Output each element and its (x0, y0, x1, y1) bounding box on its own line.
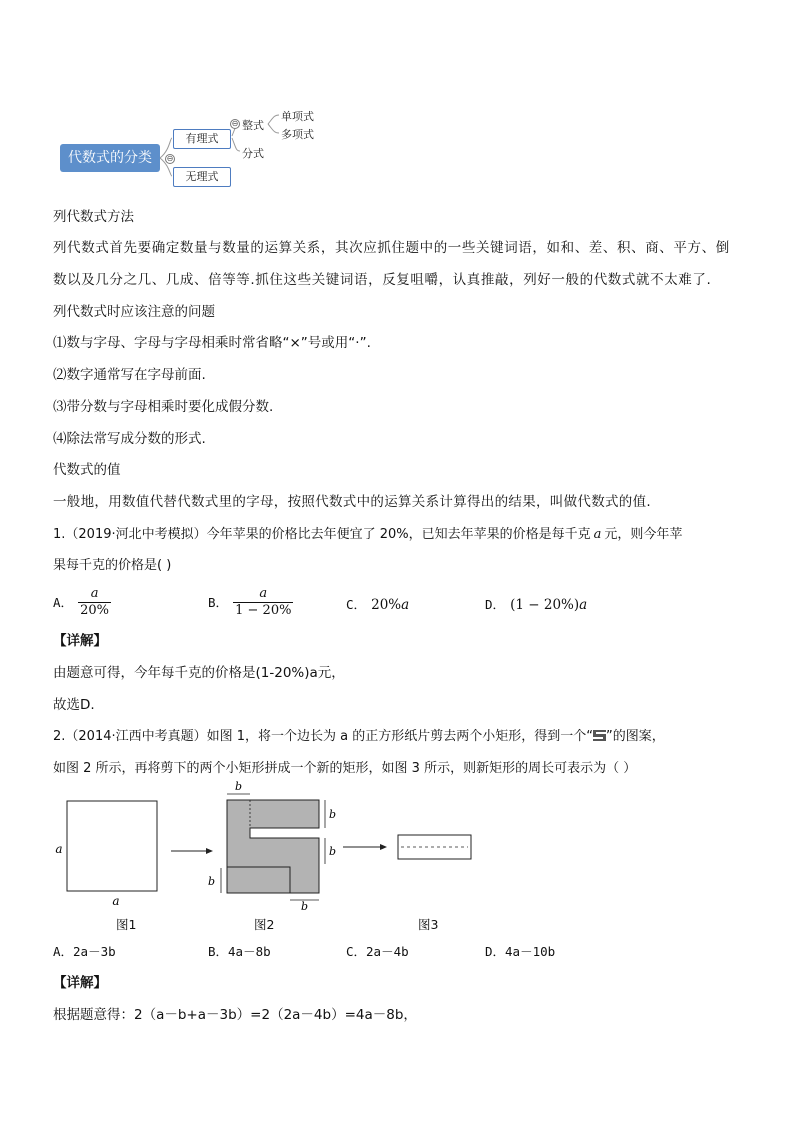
fraction-denominator: 1 − 20% (235, 603, 292, 618)
option-label: C． (346, 597, 367, 612)
fig1-caption: 图1 (116, 917, 137, 932)
fig1-side-label-left: a (55, 842, 63, 856)
q1-stem-text-end: 元，则今年苹 (604, 527, 683, 542)
fraction-numerator: a (90, 586, 99, 601)
note-item: ⑷除法常写成分数的形式. (53, 431, 206, 447)
methods-paragraph-line1: 列代数式首先要确定数量与数量的运算关系，其次应抓住题中的一些关键词语，如和、差、积、商、平方、倒 (53, 240, 730, 256)
section-heading-value: 代数式的值 (53, 462, 121, 478)
q2-option-b[interactable]: B．4a－8b (208, 944, 271, 959)
section-heading-notes: 列代数式时应该注意的问题 (53, 304, 215, 320)
q1-detail-line2: 故选D. (53, 697, 95, 713)
fig3-caption: 图3 (418, 917, 439, 932)
methods-paragraph-line2: 数以及几分之几、几成、倍等等.抓住这些关键词语，反复咀嚼，认真推敲，列好一般的代数式就不太难了. (53, 272, 712, 288)
fraction-numerator: a (259, 586, 268, 601)
q1-stem-variable: a (593, 527, 602, 542)
fig2-dim-label-bottom: b (301, 900, 309, 913)
q2-option-d[interactable]: D．4a－10b (485, 944, 556, 959)
q2-detail-line1: 根据题意得：2（a－b+a－3b）=2（2a－4b）=4a－8b， (53, 1007, 417, 1023)
q2-option-c[interactable]: C．2a－4b (346, 944, 409, 959)
q2-figures (45, 780, 485, 915)
note-item: ⑶带分数与字母相乘时要化成假分数. (53, 399, 274, 415)
option-label: B． (208, 595, 229, 610)
q1-option-c[interactable] (346, 594, 409, 613)
collapse-icon[interactable]: ⊖ (231, 119, 239, 128)
fig2-caption: 图2 (254, 917, 275, 932)
value-paragraph: 一般地，用数值代替代数式里的字母，按照代数式中的运算关系计算得出的结果，叫做代数式的值. (53, 494, 651, 510)
fig2-dim-label-right-mid: b (329, 845, 337, 858)
note-item: ⑵数字通常写在字母前面. (53, 367, 206, 383)
arrow-head (206, 848, 213, 854)
arrow-head (380, 844, 387, 850)
q2-stem-text-end: ”的图案， (606, 729, 665, 744)
q2-stem-line1 (53, 728, 665, 746)
fig2-dim-label-right-top: b (329, 808, 337, 821)
q1-stem-line2: 果每千克的价格是( ) (53, 558, 172, 573)
q2-stem-line2: 如图 2 所示，再将剪下的两个小矩形拼成一个新的矩形，如图 3 所示，则新矩形的周长可表示为（ ） (53, 761, 637, 776)
mindmap-node-monomial: 单项式 (281, 110, 314, 123)
fig1-square (67, 801, 157, 891)
q2-option-a[interactable]: A．2a－3b (53, 944, 116, 959)
q2-detail-heading: 【详解】 (53, 975, 107, 991)
q1-detail-heading: 【详解】 (53, 633, 107, 649)
collapse-icon[interactable]: ⊖ (166, 154, 174, 163)
q1-stem-line1 (53, 526, 682, 544)
mindmap-node-integral: 整式 (242, 119, 264, 132)
fraction-denominator: 20% (80, 603, 110, 618)
option-variable: a (579, 597, 588, 613)
mindmap-node-irrational: 无理式 (173, 167, 231, 187)
q1-option-b[interactable] (208, 586, 293, 619)
option-variable: a (401, 597, 410, 613)
q1-detail-line1: 由题意可得，今年每千克的价格是(1-20%)a元， (53, 665, 345, 681)
section-heading-methods: 列代数式方法 (53, 209, 134, 225)
fig2-dim-label-top: b (235, 780, 243, 793)
mindmap-node-fractional: 分式 (242, 147, 264, 160)
option-value: (1 − 20%) (510, 597, 580, 613)
mindmap-node-polynomial: 多项式 (281, 128, 314, 141)
mindmap-node-rational: 有理式 (173, 129, 231, 149)
option-value: 20% (371, 597, 402, 613)
q1-option-d[interactable] (485, 594, 587, 613)
mindmap-root-node: 代数式的分类 (60, 144, 160, 172)
option-label: D． (485, 597, 506, 612)
fig1-side-label-bottom: a (112, 894, 120, 908)
fig2-dim-label-left: b (208, 875, 216, 888)
fraction (233, 586, 293, 619)
option-label: A． (53, 595, 74, 610)
q2-stem-text: 2.（2014·江西中考真题）如图 1，将一个边长为 a 的正方形纸片剪去两个小矩形，得到一个“ (53, 729, 593, 744)
fig2-bottom-arm (227, 867, 290, 893)
q1-option-a[interactable] (53, 586, 111, 619)
note-item: ⑴数与字母、字母与字母相乘时常省略“×”号或用“·”. (53, 335, 371, 351)
s-shape-icon (593, 730, 606, 741)
fraction (78, 586, 111, 619)
q1-stem-text: 1.（2019·河北中考模拟）今年苹果的价格比去年便宜了 20%，已知去年苹果的价格是每千克 (53, 527, 591, 542)
mindmap-connectors (0, 0, 330, 200)
